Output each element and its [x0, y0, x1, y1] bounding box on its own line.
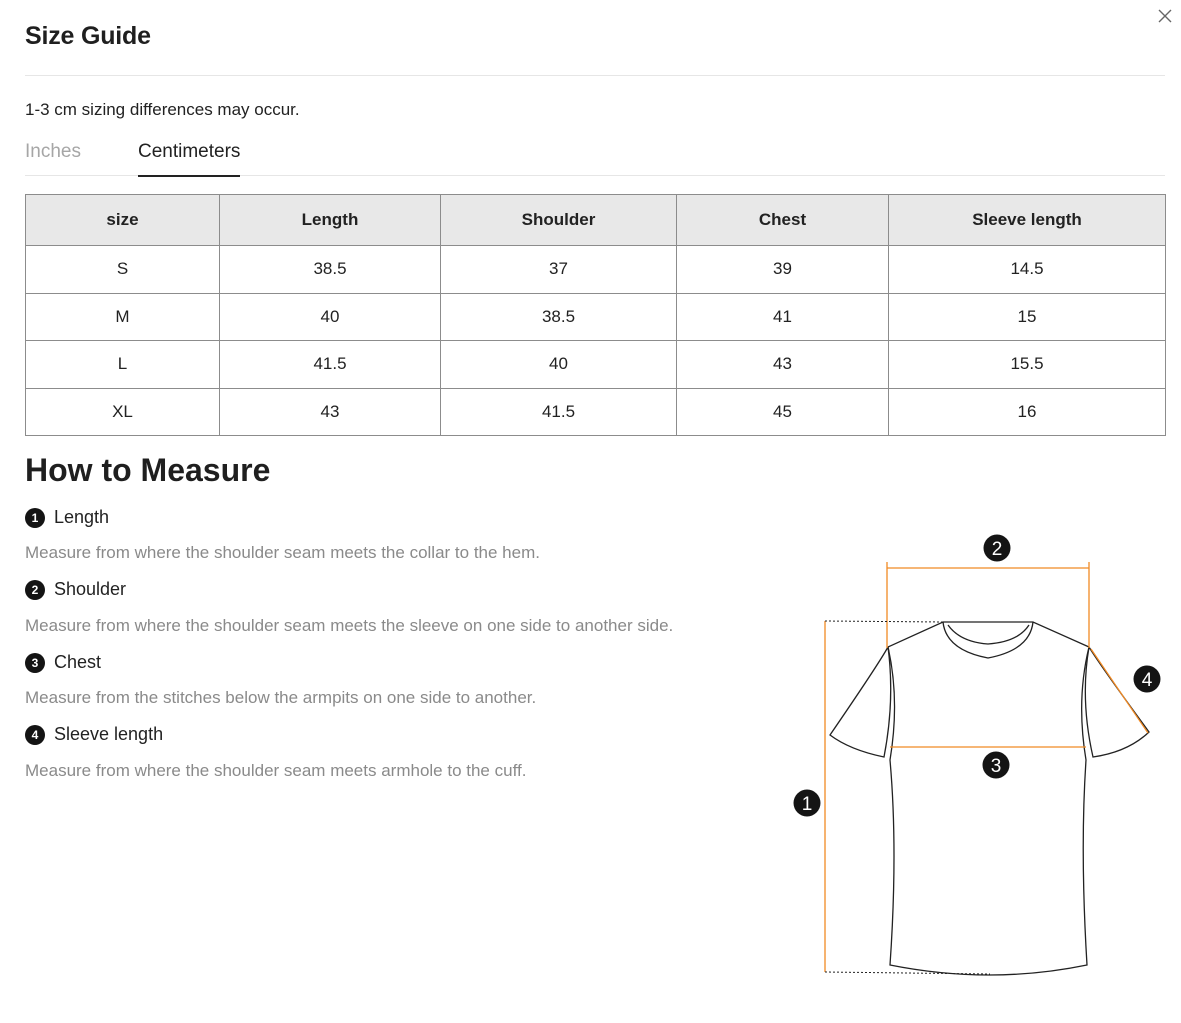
tshirt-measurement-diagram	[780, 520, 1180, 990]
step-chest	[25, 652, 101, 673]
header-chest: Chest	[677, 195, 889, 246]
marker-1-icon	[794, 790, 821, 817]
step-sleeve-length	[25, 724, 163, 745]
close-icon	[1156, 7, 1174, 25]
table-cell: 37	[441, 246, 677, 294]
number-4-icon: 4	[25, 725, 45, 745]
title-divider	[25, 75, 1165, 76]
step-description: Measure from where the shoulder seam meets armhole to the cuff.	[25, 761, 527, 780]
table-cell: M	[26, 293, 220, 341]
tab-centimeters[interactable]: Centimeters	[138, 140, 240, 176]
table-cell: 15.5	[889, 341, 1166, 389]
table-cell: L	[26, 341, 220, 389]
header-shoulder: Shoulder	[441, 195, 677, 246]
table-cell: 16	[889, 388, 1166, 436]
number-2-icon: 2	[25, 580, 45, 600]
marker-2-icon	[984, 535, 1011, 562]
step-description: Measure from where the shoulder seam meets the collar to the hem.	[25, 543, 540, 562]
table-row	[26, 246, 1166, 294]
table-header-row	[26, 195, 1166, 246]
table-cell: 14.5	[889, 246, 1166, 294]
marker-3-icon	[983, 752, 1010, 779]
table-row	[26, 341, 1166, 389]
number-3-icon: 3	[25, 653, 45, 673]
table-cell: 40	[220, 293, 441, 341]
table-cell: 45	[677, 388, 889, 436]
header-length: Length	[220, 195, 441, 246]
step-length	[25, 507, 109, 528]
header-sleeve-length: Sleeve length	[889, 195, 1166, 246]
table-cell: 41.5	[220, 341, 441, 389]
table-cell: 38.5	[441, 293, 677, 341]
table-cell: 43	[220, 388, 441, 436]
table-cell: 41.5	[441, 388, 677, 436]
table-cell: S	[26, 246, 220, 294]
table-cell: 41	[677, 293, 889, 341]
svg-text:3: 3	[990, 756, 1002, 777]
close-button[interactable]	[1156, 7, 1174, 25]
how-to-measure-title: How to Measure	[25, 452, 271, 488]
tab-inches[interactable]: Inches	[25, 141, 81, 162]
step-label: Chest	[54, 652, 102, 672]
step-label: Shoulder	[54, 579, 127, 599]
step-description: Measure from where the shoulder seam meets the sleeve on one side to another side.	[25, 616, 674, 635]
step-label: Sleeve length	[54, 724, 164, 744]
table-cell: XL	[26, 388, 220, 436]
tshirt-icon	[830, 622, 1149, 975]
step-shoulder	[25, 579, 126, 600]
step-description: Measure from the stitches below the armpits on one side to another.	[25, 688, 537, 707]
table-cell: 39	[677, 246, 889, 294]
guide-lines	[825, 621, 990, 974]
table-cell: 40	[441, 341, 677, 389]
marker-4-icon	[1134, 666, 1161, 693]
table-row	[26, 293, 1166, 341]
svg-text:4: 4	[1141, 670, 1153, 691]
sizing-note: 1-3 cm sizing differences may occur.	[25, 100, 300, 119]
number-1-icon: 1	[25, 508, 45, 528]
table-cell: 38.5	[220, 246, 441, 294]
svg-text:1: 1	[801, 794, 813, 815]
table-cell: 43	[677, 341, 889, 389]
table-cell: 15	[889, 293, 1166, 341]
dialog-title: Size Guide	[25, 22, 151, 50]
unit-tabs	[25, 140, 1165, 176]
size-table	[25, 194, 1166, 436]
table-row	[26, 388, 1166, 436]
header-size: size	[26, 195, 220, 246]
step-label: Length	[54, 507, 110, 527]
svg-text:2: 2	[991, 539, 1003, 560]
